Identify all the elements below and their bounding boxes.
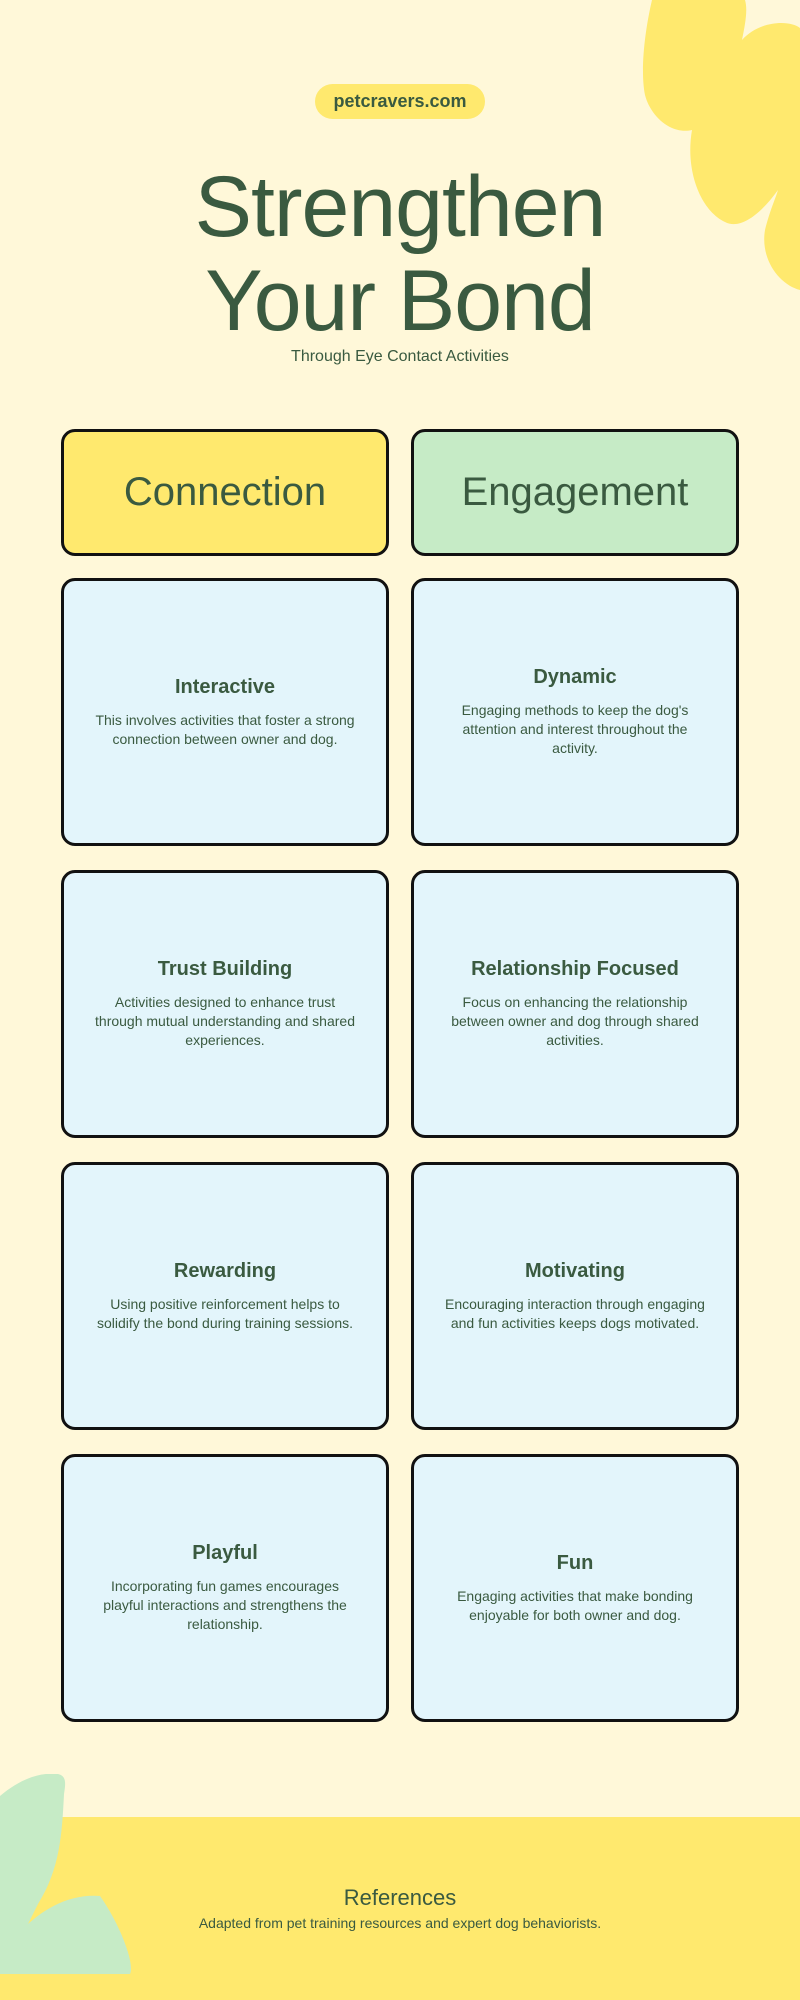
card-title: Trust Building <box>157 958 293 980</box>
card-title: Relationship Focused <box>471 958 679 980</box>
column-heading-engagement: Engagement <box>411 429 739 556</box>
card <box>411 1162 739 1430</box>
card <box>411 578 739 846</box>
card-text: Encouraging interaction through engaging and fun activities keeps dogs motivated. <box>445 1295 705 1331</box>
card <box>411 1454 739 1722</box>
card-title: Fun <box>556 1551 594 1574</box>
card-title: Motivating <box>525 1259 625 1282</box>
card <box>61 578 389 846</box>
page-title <box>0 160 800 348</box>
page-title-text: Strengthen Your Bond <box>194 159 606 349</box>
card-text: Engaging activities that make bonding enjoyable for both owner and dog. <box>457 1587 693 1623</box>
card <box>61 1454 389 1722</box>
site-badge[interactable]: petcravers.com <box>315 84 485 119</box>
card-title: Playful <box>192 1542 258 1564</box>
column-heading-connection: Connection <box>61 429 389 556</box>
card-text: Engaging methods to keep the dog's attention and interest throughout the activity. <box>461 702 689 756</box>
card <box>61 1162 389 1430</box>
leaf-decoration <box>0 1774 140 1974</box>
card <box>411 870 739 1138</box>
references-heading: References <box>343 1885 457 1910</box>
card-text: This involves activities that foster a strong connection between owner and dog. <box>95 711 355 747</box>
card-title: Rewarding <box>173 1259 277 1282</box>
page-subtitle: Through Eye Contact Activities <box>291 348 509 365</box>
card-text: Incorporating fun games encourages playful interactions and strengthens the relationship. <box>103 1578 347 1632</box>
references-text: Adapted from pet training resources and expert dog behaviorists. <box>198 1915 602 1931</box>
card-title: Interactive <box>174 675 276 698</box>
card-text: Using positive reinforcement helps to solidify the bond during training sessions. <box>96 1295 354 1331</box>
card <box>61 870 389 1138</box>
card-text: Activities designed to enhance trust through mutual understanding and shared experiences. <box>95 994 355 1048</box>
card-title: Dynamic <box>533 666 617 688</box>
card-text: Focus on enhancing the relationship between owner and dog through shared activities. <box>451 994 699 1048</box>
content-grid <box>61 429 739 1746</box>
